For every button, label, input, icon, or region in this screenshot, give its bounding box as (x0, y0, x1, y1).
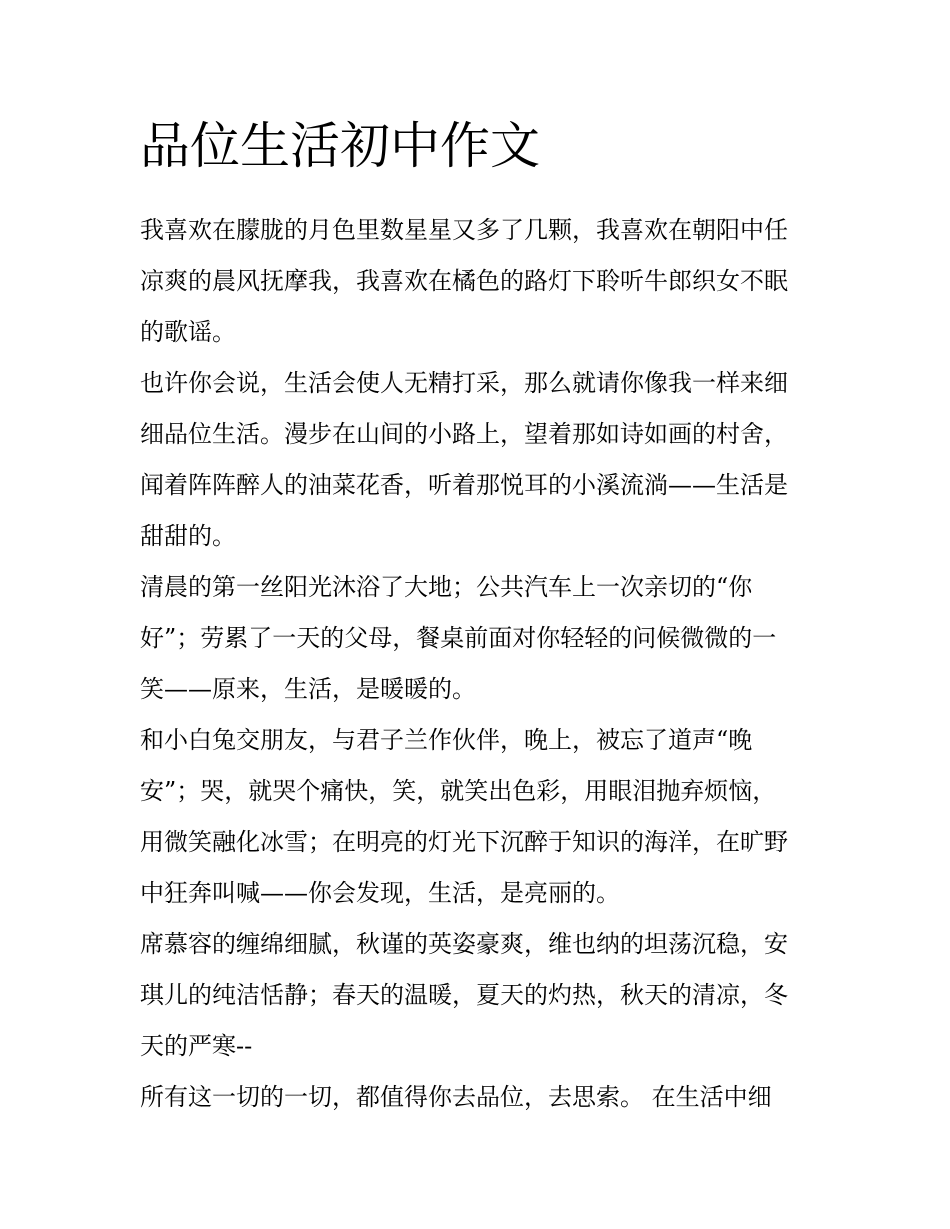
text-line: 闻着阵阵醉人的油菜花香，听着那悦耳的小溪流淌——生活是 (140, 471, 788, 499)
text-line: 也许你会说，生活会使人无精打采，那么就请你像我一样来细 (140, 369, 788, 397)
text-line: 和小白兔交朋友，与君子兰作伙伴，晚上，被忘了道声“晚 (140, 726, 753, 754)
text-line: 清晨的第一丝阳光沐浴了大地；公共汽车上一次亲切的“你 (140, 573, 753, 601)
text-line: 笑——原来，生活，是暖暖的。 (140, 675, 476, 703)
text-line: 我喜欢在朦胧的月色里数星星又多了几颗，我喜欢在朝阳中任 (140, 216, 788, 244)
text-line: 凉爽的晨风抚摩我，我喜欢在橘色的路灯下聆听牛郎织女不眠 (140, 267, 788, 295)
text-line: 席慕容的缠绵细腻，秋谨的英姿豪爽，维也纳的坦荡沉稳，安 (140, 930, 788, 958)
text-line: 安”；哭，就哭个痛快，笑，就笑出色彩，用眼泪抛弃烦恼， (140, 777, 777, 805)
text-line: 中狂奔叫喊——你会发现，生活，是亮丽的。 (140, 879, 620, 907)
text-line: 好”；劳累了一天的父母，餐桌前面对你轻轻的问候微微的一 (140, 624, 777, 652)
text-line: 用微笑融化冰雪；在明亮的灯光下沉醉于知识的海洋，在旷野 (140, 828, 788, 856)
text-line: 甜甜的。 (140, 522, 236, 550)
page-title: 品位生活初中作文 (140, 117, 540, 175)
text-line: 琪儿的纯洁恬静；春天的温暖，夏天的灼热，秋天的清凉，冬 (140, 981, 788, 1009)
text-line: 的歌谣。 (140, 318, 236, 346)
document-body (140, 113, 815, 1123)
text-line: 细品位生活。漫步在山间的小路上，望着那如诗如画的村舍， (140, 420, 788, 448)
text-line: 天的严寒-- (140, 1032, 253, 1060)
text-line: 所有这一切的一切，都值得你去品位，去思索。 在生活中细 (140, 1083, 772, 1111)
